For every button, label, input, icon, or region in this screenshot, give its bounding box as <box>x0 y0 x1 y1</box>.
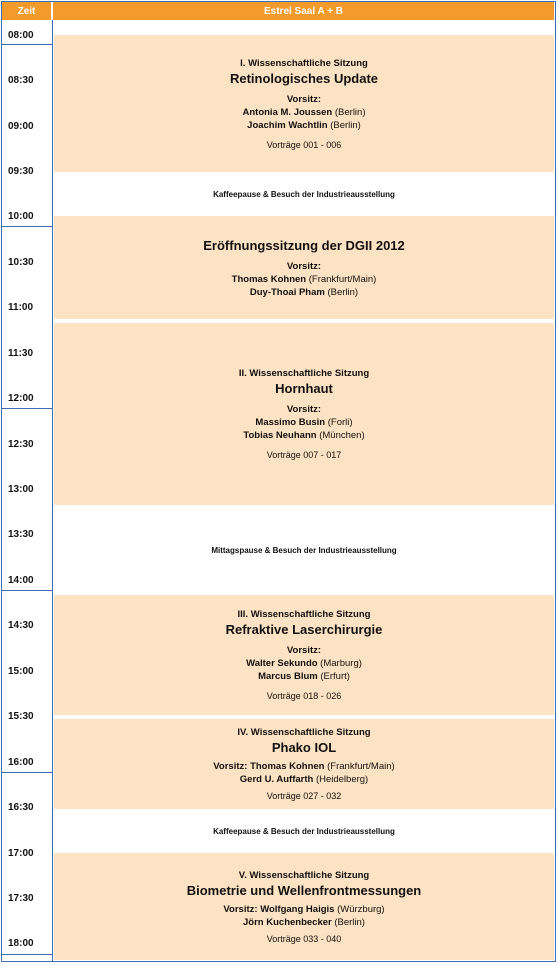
time-label: 17:30 <box>8 893 34 904</box>
time-label: 08:30 <box>8 75 34 86</box>
talk-range: Vorträge 027 - 032 <box>266 791 342 801</box>
session-title: Phako IOL <box>271 740 337 755</box>
chair-label: Vorsitz: <box>286 260 322 272</box>
chair-label: Vorsitz: <box>286 645 322 656</box>
chairperson <box>223 903 384 916</box>
chair-name: Joachim Wachtlin <box>247 119 328 131</box>
chair-label: Vorsitz: <box>286 404 322 415</box>
time-label: 12:30 <box>8 439 34 450</box>
time-label: 18:00 <box>8 938 34 949</box>
break-block <box>54 809 554 853</box>
session-title: Refraktive Laserchirurgie <box>225 622 383 637</box>
session-title: Retinologisches Update <box>229 70 379 86</box>
session-block <box>54 35 554 172</box>
chair-label: Vorsitz: <box>213 761 251 772</box>
session-block <box>54 216 554 319</box>
chair-name: Wolfgang Haigis <box>260 903 335 915</box>
hour-divider <box>2 226 52 227</box>
hour-divider <box>2 44 52 45</box>
talk-range: Vorträge 001 - 006 <box>266 139 342 150</box>
chairperson <box>213 760 394 773</box>
time-label: 14:00 <box>8 575 34 586</box>
chair-name: Thomas Kohnen <box>250 761 325 772</box>
hour-divider <box>2 590 52 591</box>
room-column-header: Estrel Saal A + B <box>53 2 554 20</box>
chairperson <box>250 286 358 299</box>
chair-name: Massimo Busin <box>255 417 326 428</box>
time-label: 17:00 <box>8 848 34 859</box>
session-number: V. Wissenschaftliche Sitzung <box>238 869 370 881</box>
time-label: 16:30 <box>8 802 34 813</box>
session-block <box>54 719 554 809</box>
talk-range: Vorträge 018 - 026 <box>266 691 342 701</box>
chairperson <box>243 916 365 929</box>
chairperson <box>243 429 364 442</box>
session-title: Biometrie und Wellenfrontmessungen <box>186 882 422 898</box>
session-block <box>54 853 554 960</box>
chairperson <box>258 670 350 683</box>
hour-divider <box>2 772 52 773</box>
time-label: 15:00 <box>8 666 34 677</box>
chair-label: Vorsitz: <box>286 93 322 105</box>
chairperson <box>246 657 362 670</box>
chair-place: (Erfurt) <box>317 671 350 682</box>
break-label: Kaffeepause & Besuch der Industrieausstellung <box>213 826 395 836</box>
hour-divider <box>2 408 52 409</box>
break-block <box>54 505 554 595</box>
chair-name: Thomas Kohnen <box>231 273 307 285</box>
chair-name: Duy-Thoai Pham <box>249 286 325 298</box>
talk-range: Vorträge 033 - 040 <box>266 933 342 944</box>
session-number: IV. Wissenschaftliche Sitzung <box>237 727 371 738</box>
hour-divider <box>2 954 52 955</box>
session-title: Eröffnungssitzung der DGII 2012 <box>203 237 405 253</box>
session-number: III. Wissenschaftliche Sitzung <box>237 609 371 620</box>
session-block <box>54 595 554 715</box>
time-label: 10:00 <box>8 211 34 222</box>
time-column-header: Zeit <box>2 2 51 20</box>
session-title: Hornhaut <box>275 381 333 396</box>
chair-place: (Frankfurt/Main) <box>324 761 395 772</box>
chairperson <box>243 106 366 119</box>
time-label: 09:00 <box>8 121 34 132</box>
chair-place: (Frankfurt/Main) <box>306 273 377 285</box>
time-label: 09:30 <box>8 166 34 177</box>
chair-name: Marcus Blum <box>258 671 318 682</box>
session-number: II. Wissenschaftliche Sitzung <box>238 368 370 379</box>
chair-name: Tobias Neuhann <box>243 430 317 441</box>
chair-place: (Heidelberg) <box>313 774 369 785</box>
time-label: 11:30 <box>8 348 34 359</box>
chair-name: Antonia M. Joussen <box>242 106 333 118</box>
chair-place: (Berlin) <box>324 286 359 298</box>
time-label: 16:00 <box>8 757 34 768</box>
chair-place: (München) <box>316 430 365 441</box>
time-label: 14:30 <box>8 620 34 631</box>
time-label: 15:30 <box>8 711 34 722</box>
chairperson <box>232 273 377 286</box>
chair-place: (Forli) <box>325 417 353 428</box>
talk-range: Vorträge 007 - 017 <box>266 450 342 460</box>
lunch-label: Mittagspause & Besuch der Industrieausstellung <box>211 545 397 555</box>
time-column-divider <box>52 20 53 961</box>
time-label: 08:00 <box>8 30 34 41</box>
chair-name: Walter Sekundo <box>246 658 318 669</box>
break-block <box>54 172 554 216</box>
chairperson <box>247 119 361 132</box>
chair-place: (Würzburg) <box>334 903 385 915</box>
break-label: Kaffeepause & Besuch der Industrieausstellung <box>213 189 395 199</box>
chairperson <box>240 773 368 786</box>
chair-name: Gerd U. Auffarth <box>239 774 314 785</box>
session-number: I. Wissenschaftliche Sitzung <box>240 57 368 69</box>
time-label: 11:00 <box>8 302 34 313</box>
chair-place: (Berlin) <box>327 119 361 131</box>
chair-place: (Berlin) <box>331 916 365 928</box>
chair-label: Vorsitz: <box>223 903 261 915</box>
chair-name: Jörn Kuchenbecker <box>243 916 332 928</box>
time-label: 12:00 <box>8 393 34 404</box>
time-label: 10:30 <box>8 257 34 268</box>
chair-place: (Berlin) <box>332 106 366 118</box>
chairperson <box>255 416 352 429</box>
time-label: 13:00 <box>8 484 34 495</box>
session-block <box>54 323 554 505</box>
time-label: 13:30 <box>8 529 34 540</box>
chair-place: (Marburg) <box>317 658 362 669</box>
